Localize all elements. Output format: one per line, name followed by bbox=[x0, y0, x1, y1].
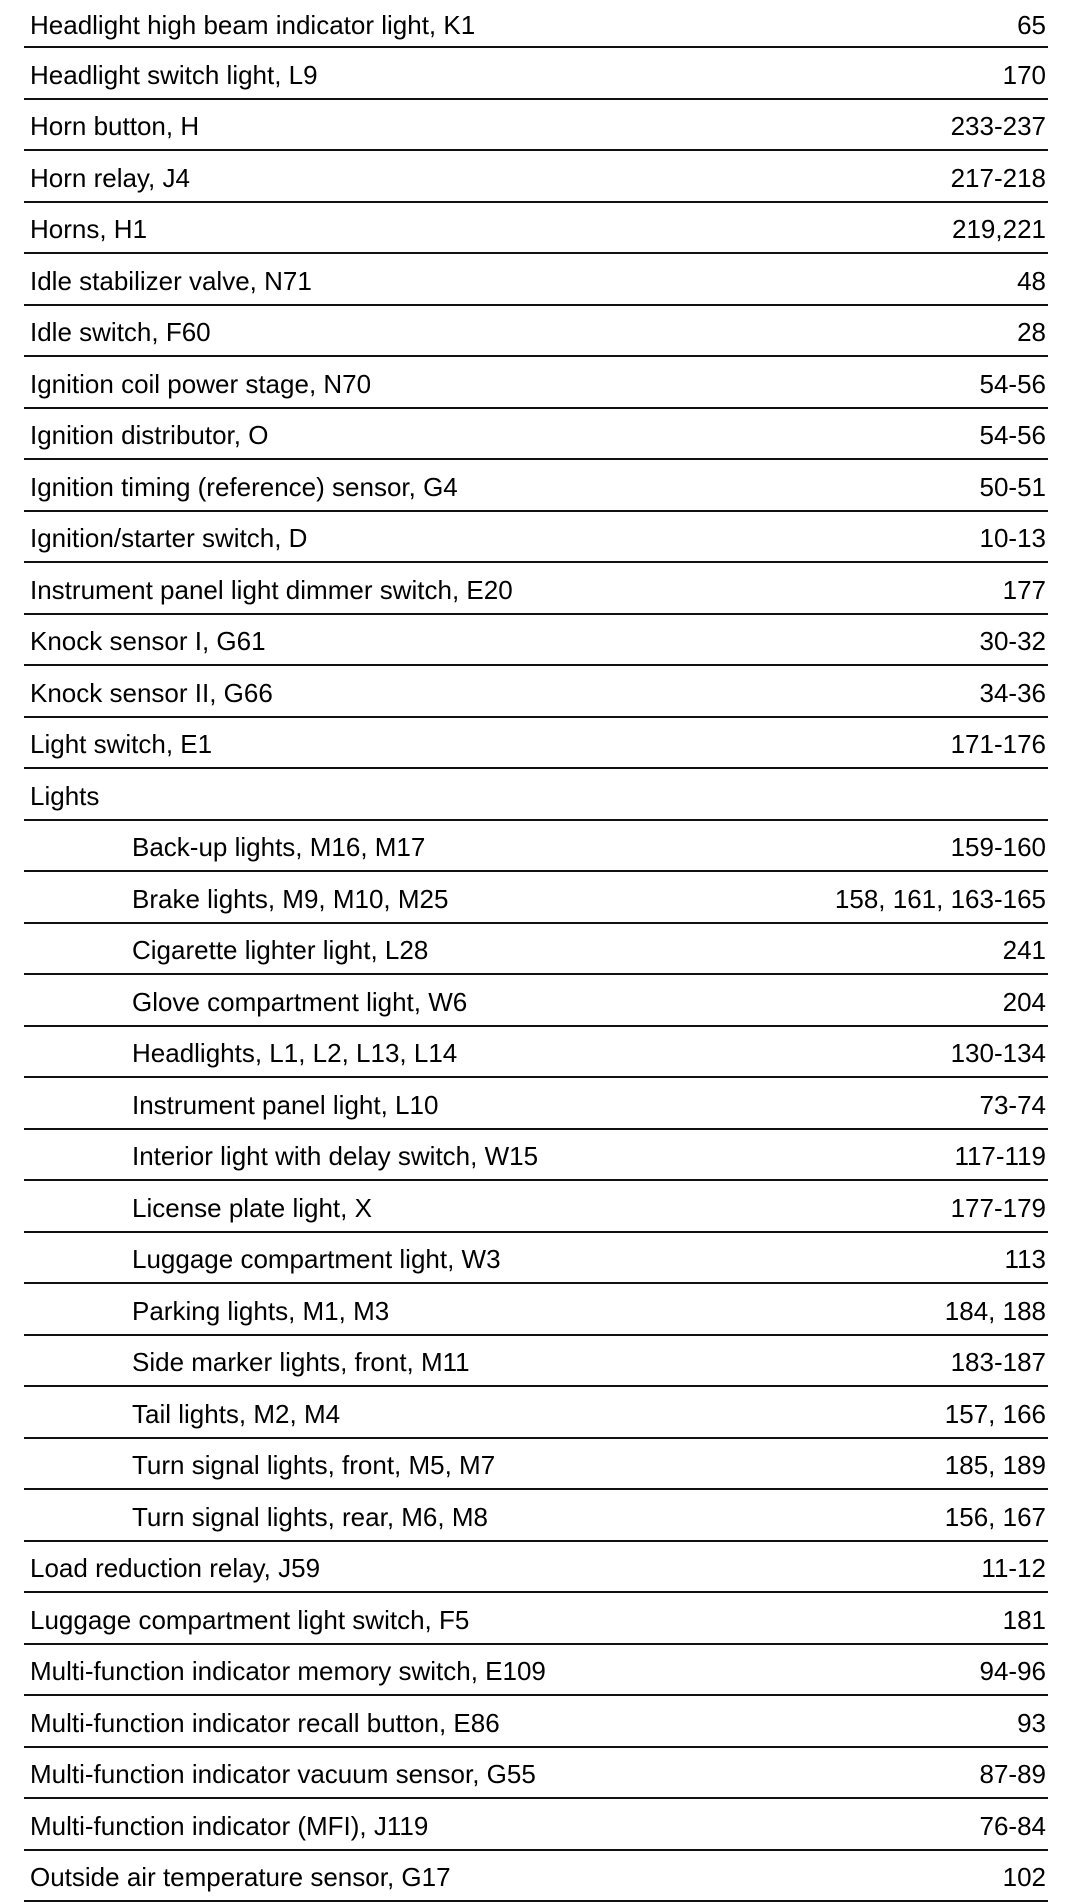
index-subentry-row bbox=[24, 1027, 1048, 1079]
entry-label: Idle switch, F60 bbox=[24, 315, 1017, 345]
entry-pages: 181 bbox=[1003, 1603, 1048, 1633]
index-subentry-row bbox=[24, 1233, 1048, 1285]
index-entry-row bbox=[24, 306, 1048, 358]
index-entry-row bbox=[24, 357, 1048, 409]
entry-pages: 233-237 bbox=[951, 109, 1048, 139]
entry-pages: 204 bbox=[1003, 985, 1048, 1015]
entry-label: Cigarette lighter light, L28 bbox=[24, 933, 1003, 963]
index-entry-row bbox=[24, 151, 1048, 203]
entry-label: Idle stabilizer valve, N71 bbox=[24, 264, 1017, 294]
entry-label: Ignition coil power stage, N70 bbox=[24, 367, 980, 397]
entry-pages: 177 bbox=[1003, 573, 1048, 603]
index-table bbox=[24, 0, 1048, 1902]
index-subentry-row bbox=[24, 1078, 1048, 1130]
index-subentry-row bbox=[24, 1439, 1048, 1491]
index-entry-row bbox=[24, 1593, 1048, 1645]
index-subentry-row bbox=[24, 975, 1048, 1027]
entry-label: Horn relay, J4 bbox=[24, 161, 951, 191]
index-entry-row bbox=[24, 0, 1048, 48]
entry-pages: 159-160 bbox=[951, 830, 1048, 860]
entry-label: Instrument panel light, L10 bbox=[24, 1088, 980, 1118]
index-subentry-row bbox=[24, 1130, 1048, 1182]
entry-label: Interior light with delay switch, W15 bbox=[24, 1139, 954, 1169]
index-entry-row bbox=[24, 460, 1048, 512]
entry-pages: 93 bbox=[1017, 1706, 1048, 1736]
index-entry-row bbox=[24, 203, 1048, 255]
entry-label: Ignition timing (reference) sensor, G4 bbox=[24, 470, 980, 500]
entry-pages: 183-187 bbox=[951, 1345, 1048, 1375]
entry-label: License plate light, X bbox=[24, 1191, 951, 1221]
index-subentry-row bbox=[24, 1387, 1048, 1439]
entry-pages: 87-89 bbox=[980, 1757, 1049, 1787]
index-entry-row bbox=[24, 563, 1048, 615]
entry-label: Luggage compartment light, W3 bbox=[24, 1242, 1005, 1272]
entry-label: Headlight high beam indicator light, K1 bbox=[24, 8, 1017, 38]
entry-label: Multi-function indicator memory switch, E109 bbox=[24, 1654, 980, 1684]
entry-label: Multi-function indicator vacuum sensor, G55 bbox=[24, 1757, 980, 1787]
entry-label: Knock sensor I, G61 bbox=[24, 624, 980, 654]
entry-pages: 217-218 bbox=[951, 161, 1048, 191]
index-entry-row bbox=[24, 1542, 1048, 1594]
index-entry-row bbox=[24, 1799, 1048, 1851]
index-subentry-row bbox=[24, 1181, 1048, 1233]
entry-label: Lights bbox=[24, 779, 1046, 809]
index-entry-row bbox=[24, 1851, 1048, 1902]
entry-pages: 34-36 bbox=[980, 676, 1049, 706]
entry-label: Tail lights, M2, M4 bbox=[24, 1397, 945, 1427]
entry-label: Knock sensor II, G66 bbox=[24, 676, 980, 706]
index-entry-row bbox=[24, 718, 1048, 770]
index-subentry-row bbox=[24, 1336, 1048, 1388]
entry-pages: 65 bbox=[1017, 8, 1048, 38]
entry-pages: 50-51 bbox=[980, 470, 1049, 500]
index-entry-row bbox=[24, 769, 1048, 821]
entry-pages: 94-96 bbox=[980, 1654, 1049, 1684]
entry-pages: 117-119 bbox=[954, 1139, 1048, 1169]
entry-pages: 171-176 bbox=[951, 727, 1048, 757]
index-subentry-row bbox=[24, 872, 1048, 924]
entry-label: Ignition/starter switch, D bbox=[24, 521, 980, 551]
index-entry-row bbox=[24, 1645, 1048, 1697]
entry-label: Luggage compartment light switch, F5 bbox=[24, 1603, 1003, 1633]
entry-pages: 177-179 bbox=[951, 1191, 1048, 1221]
entry-pages: 54-56 bbox=[980, 418, 1049, 448]
entry-pages: 130-134 bbox=[951, 1036, 1048, 1066]
entry-pages bbox=[1046, 792, 1048, 796]
entry-pages: 157, 166 bbox=[945, 1397, 1048, 1427]
entry-label: Headlight switch light, L9 bbox=[24, 58, 1003, 88]
entry-label: Parking lights, M1, M3 bbox=[24, 1294, 945, 1324]
entry-label: Outside air temperature sensor, G17 bbox=[24, 1860, 1003, 1890]
entry-label: Light switch, E1 bbox=[24, 727, 951, 757]
entry-pages: 113 bbox=[1005, 1242, 1048, 1272]
entry-pages: 156, 167 bbox=[945, 1500, 1048, 1530]
entry-pages: 73-74 bbox=[980, 1088, 1049, 1118]
entry-pages: 54-56 bbox=[980, 367, 1049, 397]
entry-label: Ignition distributor, O bbox=[24, 418, 980, 448]
index-entry-row bbox=[24, 512, 1048, 564]
entry-label: Horns, H1 bbox=[24, 212, 952, 242]
entry-label: Back-up lights, M16, M17 bbox=[24, 830, 951, 860]
entry-pages: 241 bbox=[1003, 933, 1048, 963]
entry-label: Instrument panel light dimmer switch, E20 bbox=[24, 573, 1003, 603]
index-entry-row bbox=[24, 1748, 1048, 1800]
entry-pages: 48 bbox=[1017, 264, 1048, 294]
entry-pages: 10-13 bbox=[980, 521, 1049, 551]
entry-pages: 11-12 bbox=[981, 1551, 1048, 1581]
index-subentry-row bbox=[24, 1490, 1048, 1542]
entry-label: Side marker lights, front, M11 bbox=[24, 1345, 951, 1375]
entry-pages: 28 bbox=[1017, 315, 1048, 345]
entry-label: Horn button, H bbox=[24, 109, 951, 139]
index-entry-row bbox=[24, 1696, 1048, 1748]
entry-label: Turn signal lights, rear, M6, M8 bbox=[24, 1500, 945, 1530]
entry-label: Load reduction relay, J59 bbox=[24, 1551, 981, 1581]
index-entry-row bbox=[24, 100, 1048, 152]
index-entry-row bbox=[24, 254, 1048, 306]
index-entry-row bbox=[24, 666, 1048, 718]
index-entry-row bbox=[24, 409, 1048, 461]
entry-pages: 219,221 bbox=[952, 212, 1048, 242]
entry-pages: 170 bbox=[1003, 58, 1048, 88]
entry-pages: 76-84 bbox=[980, 1809, 1049, 1839]
entry-pages: 158, 161, 163-165 bbox=[835, 882, 1048, 912]
entry-label: Brake lights, M9, M10, M25 bbox=[24, 882, 835, 912]
index-entry-row bbox=[24, 48, 1048, 100]
entry-label: Glove compartment light, W6 bbox=[24, 985, 1003, 1015]
entry-label: Turn signal lights, front, M5, M7 bbox=[24, 1448, 945, 1478]
entry-label: Multi-function indicator recall button, E86 bbox=[24, 1706, 1017, 1736]
index-subentry-row bbox=[24, 821, 1048, 873]
index-entry-row bbox=[24, 615, 1048, 667]
entry-label: Headlights, L1, L2, L13, L14 bbox=[24, 1036, 951, 1066]
index-subentry-row bbox=[24, 924, 1048, 976]
entry-label: Multi-function indicator (MFI), J119 bbox=[24, 1809, 980, 1839]
entry-pages: 184, 188 bbox=[945, 1294, 1048, 1324]
entry-pages: 30-32 bbox=[980, 624, 1049, 654]
entry-pages: 185, 189 bbox=[945, 1448, 1048, 1478]
entry-pages: 102 bbox=[1003, 1860, 1048, 1890]
index-subentry-row bbox=[24, 1284, 1048, 1336]
